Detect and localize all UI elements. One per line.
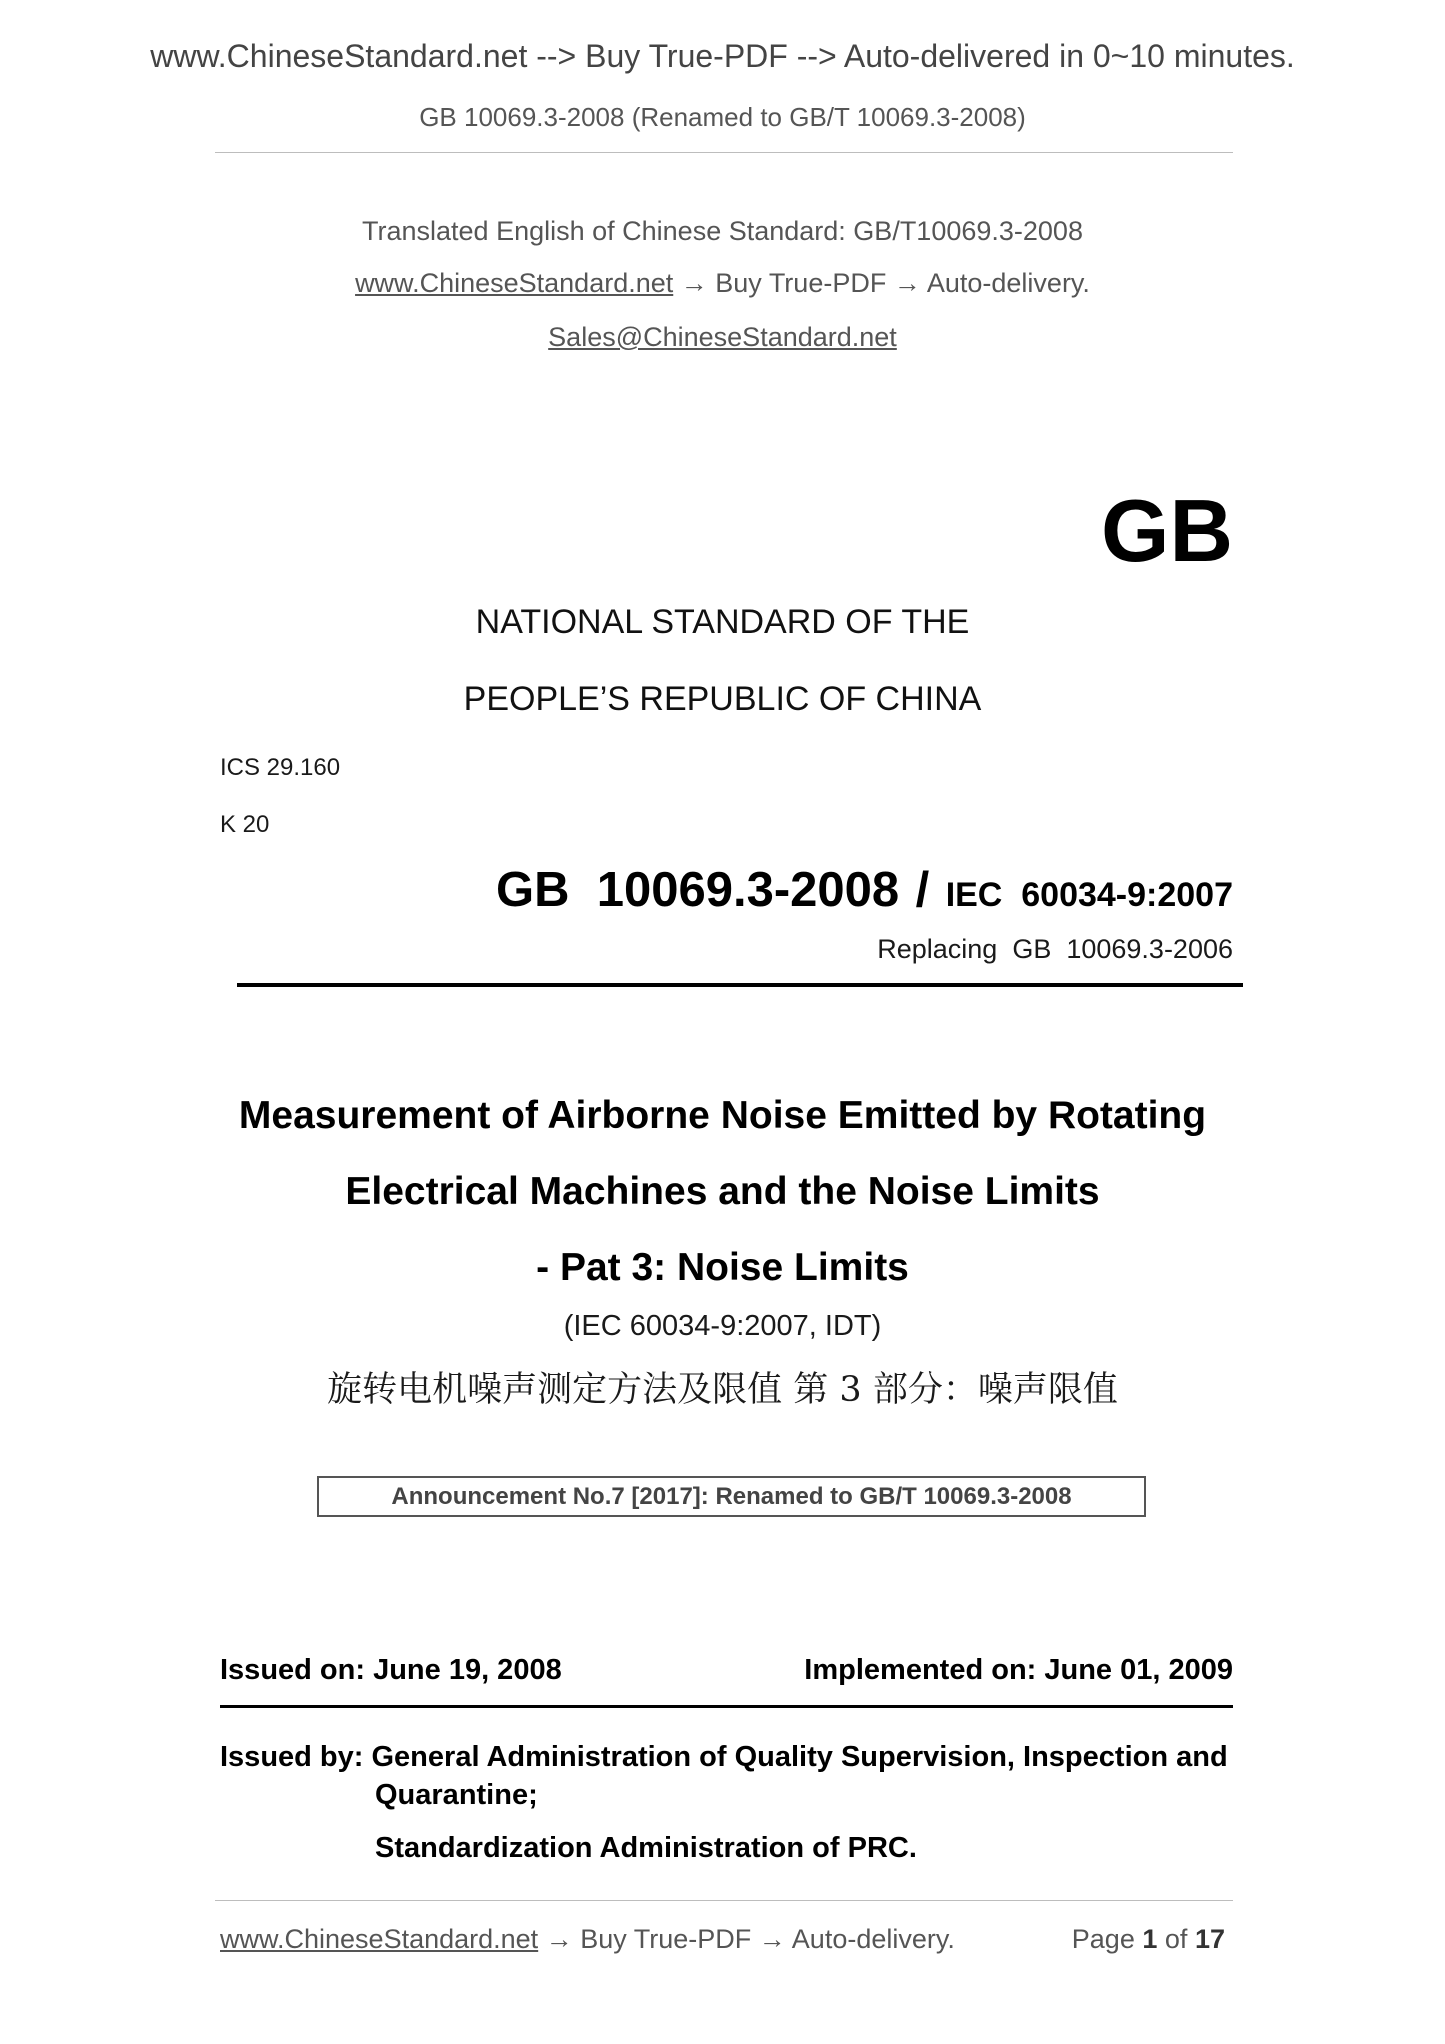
arrow-right-icon: → <box>758 1924 792 1954</box>
cover-divider <box>237 983 1243 987</box>
number-separator: / <box>915 863 930 917</box>
footer-auto-text: Auto-delivery. <box>791 1924 955 1954</box>
page-label: Page <box>1071 1924 1135 1954</box>
issued-by-line1 <box>220 1741 1228 1774</box>
header-banner: www.ChineseStandard.net --> Buy True-PDF --> Auto-delivered in 0~10 minutes. <box>150 38 1295 74</box>
footer-buy-text: Buy True-PDF <box>580 1924 752 1954</box>
arrow-right-icon: → <box>680 268 716 298</box>
delivery-line <box>0 268 1445 299</box>
chinese-title: 旋转电机噪声测定方法及限值 第 3 部分：噪声限值 <box>327 1370 1118 1410</box>
page-indicator <box>1072 1924 1225 1955</box>
translation-notice: Translated English of Chinese Standard: GB/T10069.3-2008 <box>362 216 1083 246</box>
sales-email-link[interactable]: Sales@ChineseStandard.net <box>548 322 897 352</box>
gb-number: GB 10069.3-2008 <box>495 863 900 917</box>
arrow-right-icon: → <box>545 1924 581 1954</box>
header-standard-id: GB 10069.3-2008 (Renamed to GB/T 10069.3-2008) <box>419 102 1026 132</box>
announcement-box: Announcement No.7 [2017]: Renamed to GB/T 10069.3-2008 <box>317 1476 1146 1517</box>
page-of: of <box>1164 1924 1188 1954</box>
footer-divider <box>215 1900 1233 1901</box>
footer-delivery <box>220 1924 955 1955</box>
title-line3: - Pat 3: Noise Limits <box>536 1246 909 1289</box>
page-current: 1 <box>1142 1924 1158 1954</box>
implemented-on-date: Implemented on: June 01, 2009 <box>804 1654 1233 1686</box>
issued-by-line2: Quarantine; <box>375 1779 538 1811</box>
issuer-name: General Administration of Quality Supervision, Inspection and <box>371 1741 1228 1773</box>
replacing-note: Replacing GB 10069.3-2006 <box>877 934 1233 964</box>
auto-delivery-text: Auto-delivery. <box>926 268 1090 298</box>
iec-number: IEC 60034-9:2007 <box>945 876 1233 914</box>
issued-by-label: Issued by: <box>220 1741 364 1773</box>
buy-text: Buy True-PDF <box>715 268 887 298</box>
arrow-right-icon: → <box>893 268 927 298</box>
page-total: 17 <box>1194 1924 1225 1954</box>
site-link[interactable]: www.ChineseStandard.net <box>355 268 674 298</box>
iec-equivalence: (IEC 60034-9:2007, IDT) <box>563 1310 882 1342</box>
national-standard-line1: NATIONAL STANDARD OF THE <box>475 603 970 641</box>
issued-on-date: Issued on: June 19, 2008 <box>220 1654 562 1686</box>
national-standard-line2: PEOPLE’S REPUBLIC OF CHINA <box>463 680 982 718</box>
header-divider <box>215 152 1233 153</box>
email-line <box>0 322 1445 353</box>
ics-code: ICS 29.160 <box>220 754 341 781</box>
title-line2: Electrical Machines and the Noise Limits <box>345 1170 1100 1213</box>
issue-divider <box>220 1705 1233 1708</box>
footer-site-link[interactable]: www.ChineseStandard.net <box>220 1924 539 1954</box>
gb-logo: GB <box>1101 481 1233 580</box>
standard-number <box>496 862 1233 918</box>
issued-by-line3: Standardization Administration of PRC. <box>375 1832 917 1864</box>
ccs-code: K 20 <box>220 811 270 838</box>
title-line1: Measurement of Airborne Noise Emitted by Rotating <box>238 1094 1207 1137</box>
